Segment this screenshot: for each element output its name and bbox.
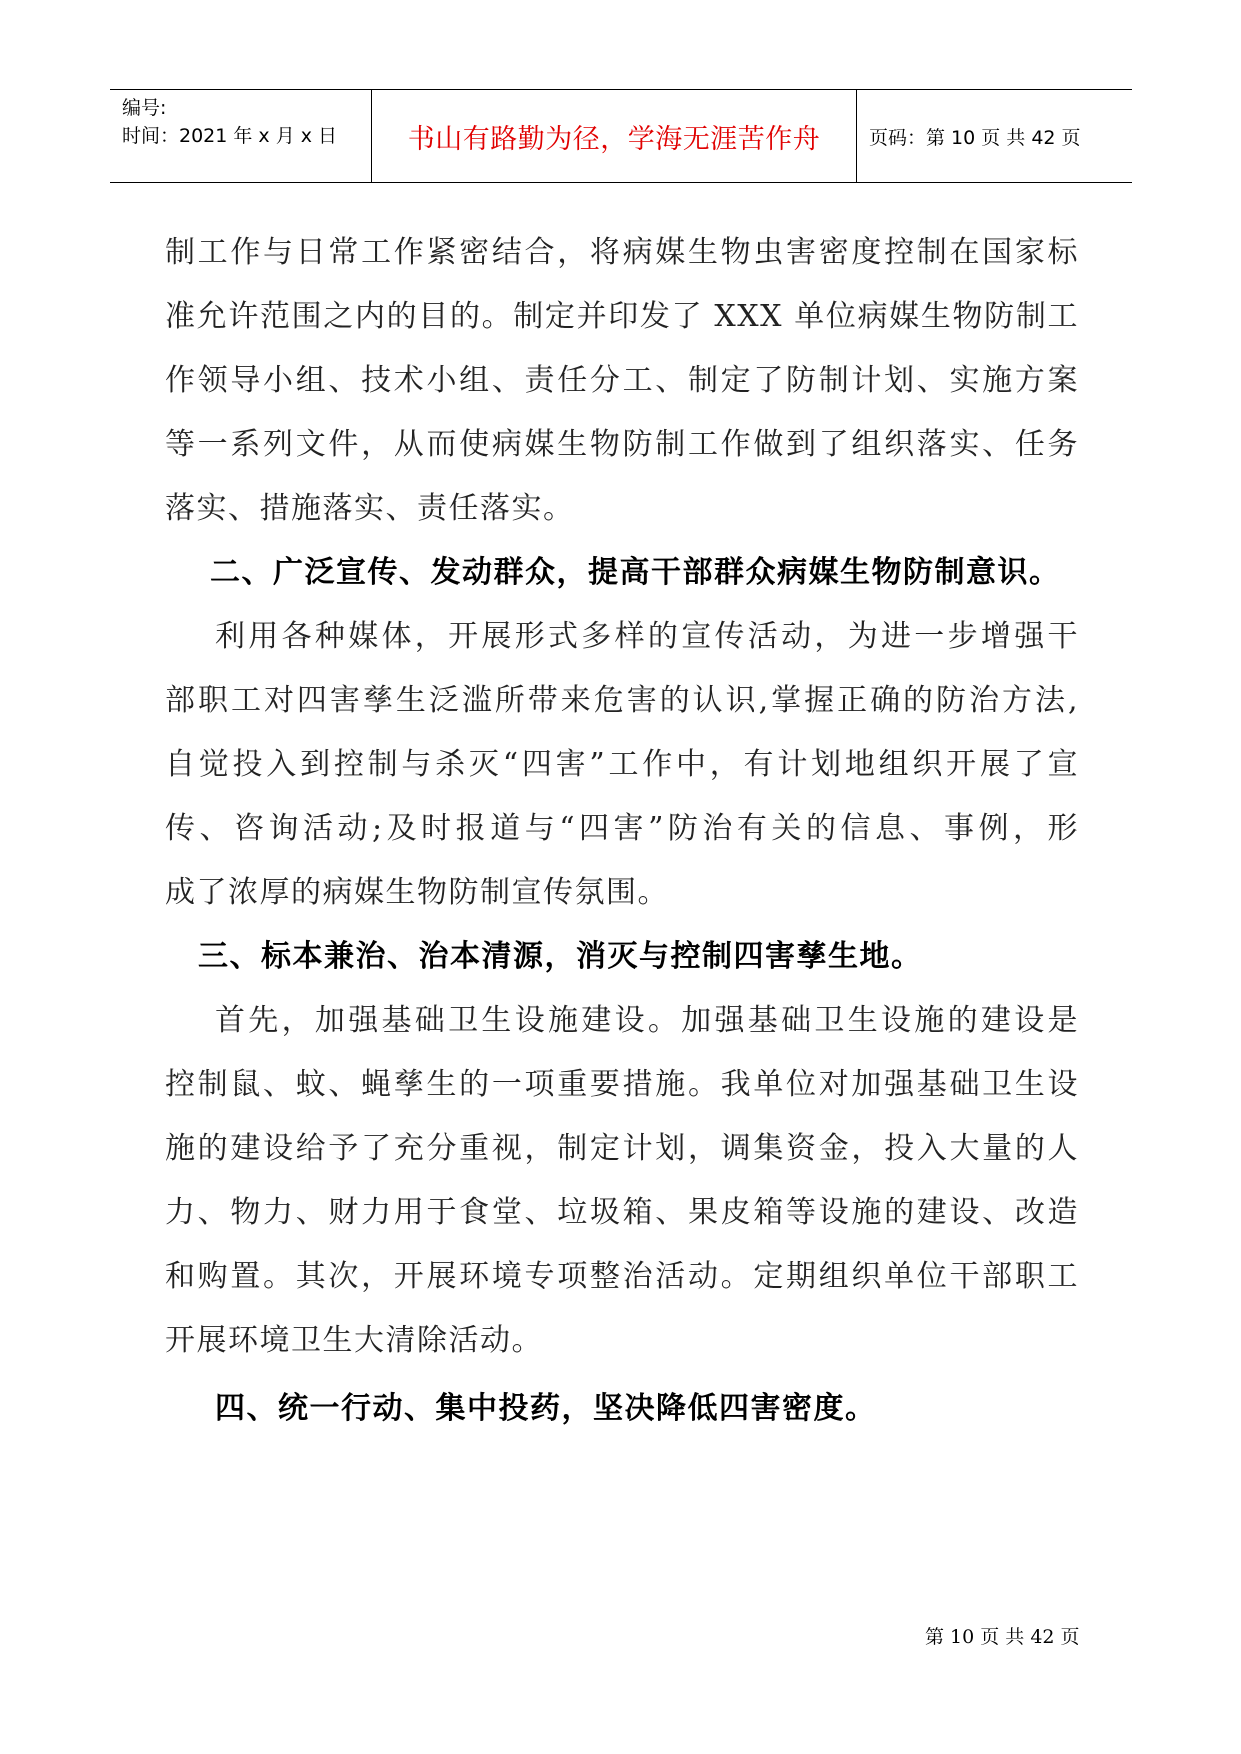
paragraph-line: 传、咨询活动;及时报道与“四害”防治有关的信息、事例，形 (165, 811, 1079, 846)
header-number-label: 编号: (122, 97, 167, 119)
header-page-cell (857, 90, 1132, 182)
paragraph-line: 控制鼠、蚊、蝇孳生的一项重要措施。我单位对加强基础卫生设 (165, 1067, 1079, 1102)
header-page-info: 页码：第 10 页 共 42 页 (869, 126, 1081, 149)
paragraph-line: 落实、措施落实、责任落实。 (165, 491, 575, 526)
paragraph-line: 成了浓厚的病媒生物防制宣传氛围。 (165, 875, 669, 910)
paragraph-line: 等一系列文件，从而使病媒生物防制工作做到了组织落实、任务 (165, 427, 1079, 462)
header-motto: 书山有路勤为径，学海无涯苦作舟 (407, 123, 821, 155)
paragraph-line: 力、物力、财力用于食堂、垃圾箱、果皮箱等设施的建设、改造 (165, 1195, 1079, 1230)
paragraph-line: 和购置。其次，开展环境专项整治活动。定期组织单位干部职工 (165, 1259, 1079, 1294)
header-motto-cell (372, 90, 857, 182)
paragraph-line: 施的建设给予了充分重视，制定计划，调集资金，投入大量的人 (165, 1131, 1079, 1166)
page-header (110, 89, 1132, 183)
header-time-label: 时间：2021 年 x 月 x 日 (122, 125, 338, 147)
paragraph-line: 准允许范围之内的目的。制定并印发了 XXX 单位病媒生物防制工 (165, 299, 1079, 334)
paragraph-line: 作领导小组、技术小组、责任分工、制定了防制计划、实施方案 (165, 363, 1079, 398)
section-heading-3: 三、标本兼治、治本清源，消灭与控制四害孳生地。 (198, 939, 923, 974)
header-meta-cell (110, 90, 372, 182)
paragraph-line: 利用各种媒体，开展形式多样的宣传活动，为进一步增强干 (215, 619, 1079, 654)
paragraph-line: 部职工对四害孳生泛滥所带来危害的认识,掌握正确的防治方法, (165, 683, 1079, 718)
paragraph-line: 首先，加强基础卫生设施建设。加强基础卫生设施的建设是 (215, 1003, 1079, 1038)
section-heading-4: 四、统一行动、集中投药，坚决降低四害密度。 (215, 1391, 877, 1426)
paragraph-line: 开展环境卫生大清除活动。 (165, 1323, 543, 1358)
page-footer: 第 10 页 共 42 页 (925, 1626, 1080, 1648)
section-heading-2: 二、广泛宣传、发动群众，提高干部群众病媒生物防制意识。 (210, 555, 1061, 590)
paragraph-line: 制工作与日常工作紧密结合，将病媒生物虫害密度控制在国家标 (165, 235, 1079, 270)
paragraph-line: 自觉投入到控制与杀灭“四害”工作中，有计划地组织开展了宣 (165, 747, 1079, 782)
